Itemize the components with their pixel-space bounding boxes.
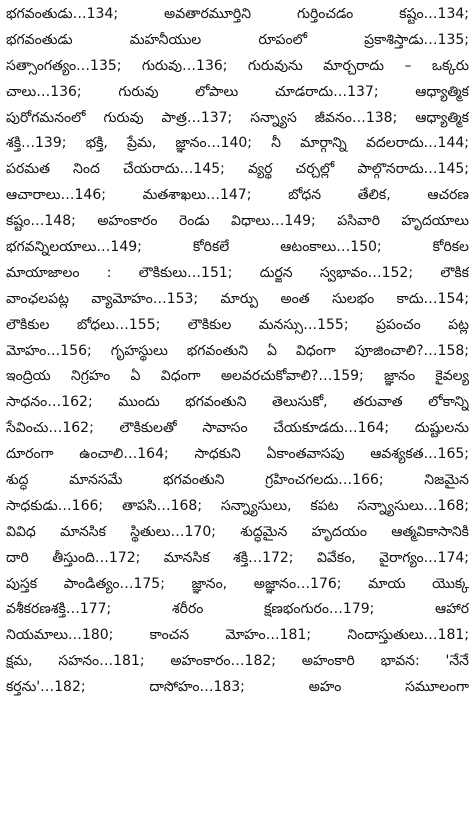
text-line: పరమత నింద చేయరాదు…145; వ్యర్థ చర్చల్లో పాల్గొనరాదు…145; [6, 161, 469, 178]
text-line: మాయాజాలం : లౌకికులు…151; దుర్జన స్వభావం…152; లౌకిక [6, 264, 469, 281]
text-line: శక్తి…139; భక్తి, ప్రేమ, జ్ఞానం…140; నీ మార్గాన్ని వదలరాదు…144; [6, 135, 469, 152]
text-line: భగవంతుడు మహనీయుల రూపంలో ప్రకాశిస్తాడు…135; [6, 31, 469, 48]
text-line: శుద్ధ మానసమే భగవంతుని గ్రహించగలదు…166; నిజమైన [6, 472, 469, 489]
text-line: దూరంగా ఉంచాలి…164; సాధకుని ఏకాంతవాసపు ఆవశ్యకత…165; [6, 446, 469, 463]
text-line: మోహం…156; గృహస్థులు భగవంతుని ఏ విధంగా పూజించాలి?…158; [6, 342, 469, 359]
text-line: సాధకుడు…166; తాపసి…168; సన్న్యాసులు, కపట సన్న్యాసులు…168; [6, 497, 469, 514]
text-line: సేవించు…162; లౌకికులతో సావాసం చేయకూడదు…164; దుష్టులను [6, 420, 469, 437]
text-line: వివిధ మానసిక స్థితులు…170; శుద్ధమైన హృదయం ఆత్మవికాసానికి [6, 523, 469, 540]
text-line: నియమాలు…180; కాంచన మోహం…181; నిందాస్తుతులు…181; [6, 627, 469, 644]
text-line: కష్టం…148; అహంకారం రెండు విధాలు…149; పసివారి హృదయాలు [6, 213, 469, 230]
text-line: పుస్తక పాండిత్యం…175; జ్ఞానం, అజ్ఞానం…176; మాయ యొక్క [6, 575, 469, 592]
text-line: కర్తను'…182; దాసోహం…183; అహం సమూలంగా [6, 679, 469, 696]
text-line: సత్సాంగత్యం…135; గురువు…136; గురువును మార్చరాదు – ఒక్కరు [6, 57, 469, 74]
text-line: పురోగమనంలో గురువు పాత్ర…137; సన్న్యాస జీవనం…138; ఆధ్యాత్మిక [6, 109, 469, 126]
text-line: దారి తీస్తుంది…172; మానసిక శక్తి…172; వివేకం, వైరాగ్యం…174; [6, 549, 469, 566]
text-line: లౌకికుల బోధలు…155; లౌకికుల మనస్సు…155; ప్రపంచం పట్ల [6, 316, 469, 333]
text-line: ఆచారాలు…146; మతశాఖలు…147; బోధన తేలిక, ఆచరణ [6, 187, 469, 204]
text-line: సాధనం…162; ముందు భగవంతుని తెలుసుకో, తరువాత లోకాన్ని [6, 394, 469, 411]
text-line: చాలు…136; గురువు లోపాలు చూడరాదు…137; ఆధ్యాత్మిక [6, 83, 469, 100]
text-line: భగవన్నిలయాలు…149; కోరికలే ఆటంకాలు…150; కోరికల [6, 239, 469, 256]
text-line: భగవంతుడు…134; అవతారమూర్తిని గుర్తించడం కష్టం…134; [6, 6, 469, 22]
text-line: వాంఛలపట్ల వ్యామోహం…153; మార్పు అంత సులభం కాదు…154; [6, 290, 469, 307]
text-line: క్షమ, సహనం…181; అహంకారం…182; అహంకారి భావన: 'నేనే [6, 653, 469, 670]
text-line: ఇంద్రియ నిగ్రహం ఏ విధంగా అలవరచుకోవాలి?…159; జ్ఞానం కైవల్య [6, 368, 469, 385]
text-line: వశీకరణశక్తి…177; శరీరం క్షణభంగురం…179; ఆహార [6, 601, 469, 618]
